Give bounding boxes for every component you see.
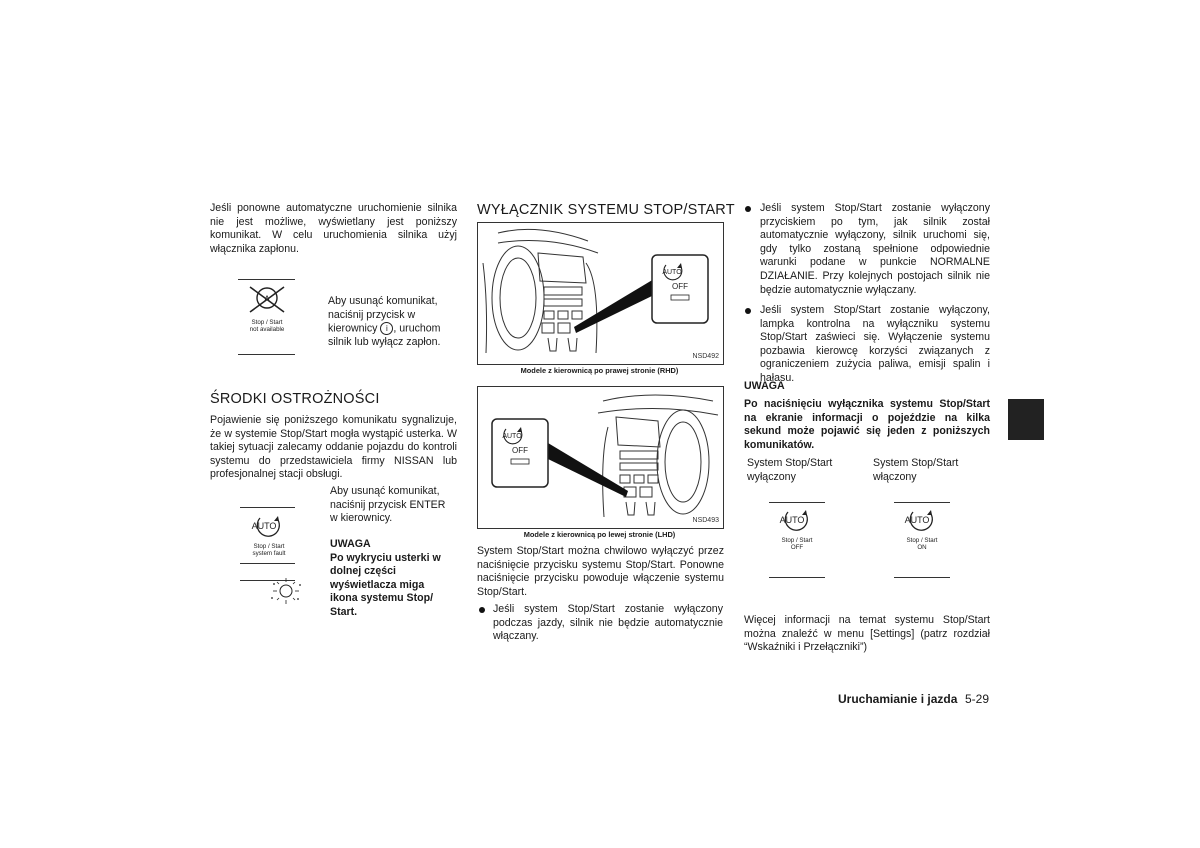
text-line <box>328 322 458 336</box>
divider <box>238 279 295 280</box>
divider <box>240 563 295 564</box>
figure-rhd <box>477 222 724 365</box>
note-text: Po naciśnięciu wyłącznika systemu Stop/Start na ekranie informacji o pojeździe na kilka sekund może pojawić się jeden z poniższych komunikatów. <box>744 398 990 451</box>
intro-paragraph: Jeśli ponowne automatyczne uruchomienie silnika nie jest możliwe, wyświetlany jest poniższy komunikat. W celu uruchomienia silnika użyj włącznika zapłonu. <box>210 202 457 255</box>
icon-label: not available <box>249 326 285 333</box>
bullet-text: Jeśli system Stop/Start zostanie wyłączony, lampka kontrolna na wyłączniku systemu Stop/Start zaświeci się. Wyłączenie systemu pozbawia kierowcę korzyści związanych z ograniczeniem zużycia paliwa, emisji spalin i hałasu. <box>760 304 990 384</box>
note-line: ikona systemu Stop/ <box>330 592 434 605</box>
label-system-on <box>873 457 993 484</box>
note-title: UWAGA <box>744 380 785 392</box>
figure-code: NSD492 <box>692 353 719 360</box>
section-paragraph: Pojawienie się poniższego komunikatu sygnalizuje, że w systemie Stop/Start mogła wystąpić usterka. W takiej sytuacji zalecamy oddanie pojazdu do kontroli systemu do przedstawiciela firmy NISSAN lub profesjonalnej stacji obsługi. <box>210 414 457 481</box>
icon-label: Stop / Start <box>253 543 285 550</box>
message-instructions-2 <box>330 485 460 526</box>
text-line: , uruchom <box>393 322 441 335</box>
text-line: Aby usunąć komunikat, <box>328 295 438 307</box>
icon-label: ON <box>917 544 927 551</box>
text-line: wyłączony <box>747 470 796 483</box>
figure-code: NSD493 <box>692 517 719 524</box>
text-line: naciśnij przycisk w <box>328 308 416 321</box>
icon-label: system fault <box>252 550 286 557</box>
bullet-icon <box>479 607 485 613</box>
icon-text: AUTO <box>904 515 930 525</box>
message-instructions-1 <box>328 295 458 350</box>
divider <box>894 577 950 578</box>
button-off-text: OFF <box>512 446 528 455</box>
note-line: wyświetlacza miga <box>330 578 425 591</box>
stop-start-fault-icon <box>240 512 298 556</box>
page-number: 5-29 <box>965 692 990 706</box>
footer-section-title: Uruchamianie i jazda <box>838 692 958 706</box>
blinking-auto-icon <box>266 576 306 606</box>
stop-start-off-icon <box>768 506 826 550</box>
button-off-text: OFF <box>672 282 688 291</box>
icon-text: AUTO <box>779 515 805 525</box>
note-title: UWAGA <box>330 538 371 550</box>
figure-lhd <box>477 386 724 529</box>
divider <box>894 502 950 503</box>
stop-start-on-icon <box>893 506 951 550</box>
more-info-paragraph: Więcej informacji na temat systemu Stop/Start można znaleźć w menu [Settings] (patrz rozdział “Wskaźniki i Przełączniki”) <box>744 614 990 654</box>
chapter-tab <box>1008 399 1044 440</box>
icon-text: AUTO <box>251 521 277 531</box>
note-line: Po wykryciu usterki w <box>330 551 441 564</box>
bullet-icon <box>745 308 751 314</box>
bullet-text: Jeśli system Stop/Start zostanie wyłączony przyciskiem po tym, jak silnik został automatycznie wyłączony, silnik uruchomi się, gdy tylko zostaną spełnione odpowiednie warunki podane w punkcie NORMALNE DZIAŁANIE. Przy kolejnych postojach silnik nie będzie automatycznie wyłączany. <box>760 202 990 296</box>
icon-label: OFF <box>790 544 804 551</box>
text-line: System Stop/Start <box>747 457 833 469</box>
note-line: dolnej części <box>330 565 396 578</box>
icon-label: Stop / Start <box>251 319 283 326</box>
icon-label: Stop / Start <box>906 537 938 544</box>
divider <box>769 577 825 578</box>
figure-caption: Modele z kierownicą po prawej stronie (RHD) <box>520 366 679 375</box>
icon-label: Stop / Start <box>781 537 813 544</box>
info-button-icon: i <box>380 322 393 335</box>
label-system-off <box>747 457 867 484</box>
note-block <box>330 538 460 620</box>
divider <box>238 354 295 355</box>
divider <box>769 502 825 503</box>
divider <box>240 507 295 508</box>
button-auto-text: AUTO <box>502 433 522 440</box>
bullet-icon <box>745 206 751 212</box>
text-line: System Stop/Start <box>873 457 959 469</box>
text-line: w kierownicy. <box>330 512 393 525</box>
text-line: kierownicy <box>328 322 378 335</box>
text-line: Aby usunąć komunikat, <box>330 485 440 497</box>
note-line: Start. <box>330 605 358 618</box>
section-title: ŚRODKI OSTROŻNOŚCI <box>210 391 380 407</box>
bullet-text: Jeśli system Stop/Start zostanie wyłączony podczas jazdy, silnik nie będzie automatycznie włączany. <box>493 603 723 643</box>
button-auto-text: AUTO <box>662 269 682 276</box>
text-line: włączony <box>873 470 917 483</box>
text-line: naciśnij przycisk ENTER <box>330 498 446 511</box>
figure-caption: Modele z kierownicą po lewej stronie (LHD) <box>523 530 676 539</box>
section-title: WYŁĄCZNIK SYSTEMU STOP/START <box>477 202 735 218</box>
body-paragraph: System Stop/Start można chwilowo wyłączyć przez naciśnięcie przycisku systemu Stop/Start. Ponowne naciśnięcie przycisku powoduje włączenie systemu Stop/Start. <box>477 545 724 598</box>
stop-start-not-available-icon <box>238 284 296 333</box>
text-line: silnik lub wyłącz zapłon. <box>328 336 441 349</box>
